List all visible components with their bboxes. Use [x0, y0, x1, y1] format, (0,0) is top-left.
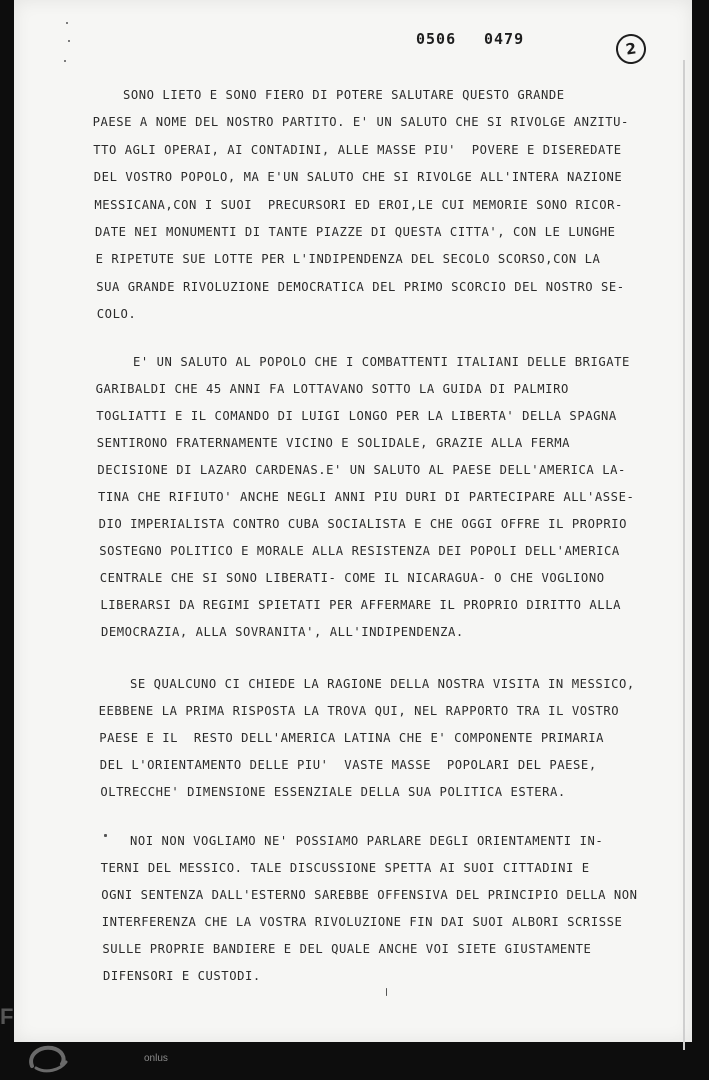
typed-line: TOGLIATTI E IL COMANDO DI LUIGI LONGO PER LA LIBERTA' DELLA SPAGNA [96, 409, 617, 423]
typed-line: GARIBALDI CHE 45 ANNI FA LOTTAVANO SOTTO LA GUIDA DI PALMIRO [95, 382, 569, 396]
paper-edge [683, 60, 685, 1050]
watermark-edge-letter: F [0, 1004, 14, 1029]
typed-line: DATE NEI MONUMENTI DI TANTE PIAZZE DI QUESTA CITTA', CON LE LUNGHE [95, 225, 616, 239]
typed-line: DIO IMPERIALISTA CONTRO CUBA SOCIALISTA E CHE OGGI OFFRE IL PROPRIO [98, 517, 628, 531]
typed-line: DIFENSORI E CUSTODI. [103, 969, 261, 983]
watermark-onlus-text: onlus [144, 1053, 168, 1064]
typed-line: TINA CHE RIFIUTO' ANCHE NEGLI ANNI PIU DURI DI PARTECIPARE ALL'ASSE- [98, 490, 635, 504]
handwritten-page-number: 2 [614, 32, 648, 66]
typed-line: LIBERARSI DA REGIMI SPIETATI PER AFFERMARE IL PROPRIO DIRITTO ALLA [100, 598, 621, 612]
typed-line: SE QUALCUNO CI CHIEDE LA RAGIONE DELLA NOSTRA VISITA IN MESSICO, [130, 677, 635, 691]
typed-line: MESSICANA,CON I SUOI PRECURSORI ED EROI,LE CUI MEMORIE SONO RICOR- [94, 197, 623, 212]
typed-line: E' UN SALUTO AL POPOLO CHE I COMBATTENTI ITALIANI DELLE BRIGATE [133, 355, 630, 369]
paper-speck [66, 22, 68, 24]
typed-line: TERNI DEL MESSICO. TALE DISCUSSIONE SPETTA AI SUOI CITTADINI E [100, 861, 590, 875]
paper-speck [68, 40, 70, 42]
typed-line: INTERFERENZA CHE LA VOSTRA RIVOLUZIONE FIN DAI SUOI ALBORI SCRISSE [101, 915, 623, 929]
typed-line: E RIPETUTE SUE LOTTE PER L'INDIPENDENZA DEL SECOLO SCORSO,CON LA [95, 252, 601, 267]
typed-line: EEBBENE LA PRIMA RISPOSTA LA TROVA QUI, NEL RAPPORTO TRA IL VOSTRO [98, 704, 620, 718]
typed-line: OLTRECCHE' DIMENSIONE ESSENZIALE DELLA SUA POLITICA ESTERA. [100, 785, 566, 799]
paper-speck [104, 834, 107, 837]
typed-line: NOI NON VOGLIAMO NE' POSSIAMO PARLARE DEGLI ORIENTAMENTI IN- [130, 834, 604, 848]
typed-line: COLO. [96, 307, 137, 322]
typed-line: DEL L'ORIENTAMENTO DELLE PIU' VASTE MASSE POPOLARI DEL PAESE, [99, 758, 597, 772]
typed-line: DEL VOSTRO POPOLO, MA E'UN SALUTO CHE SI RIVOLGE ALL'INTERA NAZIONE [93, 170, 623, 185]
document-number-right: 0479 [484, 30, 525, 48]
paper-speck [64, 60, 66, 62]
watermark-logo-icon [26, 1040, 70, 1074]
document-number-left: 0506 [416, 30, 457, 48]
typed-line: OGNI SENTENZA DALL'ESTERNO SAREBBE OFFENSIVA DEL PRINCIPIO DELLA NON [101, 888, 638, 902]
typed-line: SULLE PROPRIE BANDIERE E DEL QUALE ANCHE VOI SIETE GIUSTAMENTE [102, 942, 592, 956]
typed-line: DECISIONE DI LAZARO CARDENAS.E' UN SALUTO AL PAESE DELL'AMERICA LA- [97, 463, 626, 477]
typed-line: SONO LIETO E SONO FIERO DI POTERE SALUTARE QUESTO GRANDE [123, 88, 565, 102]
typed-line: SUA GRANDE RIVOLUZIONE DEMOCRATICA DEL PRIMO SCORCIO DEL NOSTRO SE- [96, 279, 625, 294]
paper-speck [386, 988, 387, 996]
typed-line: PAESE E IL RESTO DELL'AMERICA LATINA CHE E' COMPONENTE PRIMARIA [99, 731, 604, 745]
typed-line: CENTRALE CHE SI SONO LIBERATI- COME IL NICARAGUA- O CHE VOGLIONO [99, 571, 605, 585]
typed-line: DEMOCRAZIA, ALLA SOVRANITA', ALL'INDIPENDENZA. [101, 625, 464, 639]
typed-line: SENTIRONO FRATERNAMENTE VICINO E SOLIDALE, GRAZIE ALLA FERMA [96, 436, 571, 450]
typed-line: PAESE A NOME DEL NOSTRO PARTITO. E' UN SALUTO CHE SI RIVOLGE ANZITU- [92, 115, 629, 130]
typed-line: TTO AGLI OPERAI, AI CONTADINI, ALLE MASSE PIU' POVERE E DISEREDATE [93, 142, 622, 157]
typed-line: SOSTEGNO POLITICO E MORALE ALLA RESISTENZA DEI POPOLI DELL'AMERICA [99, 544, 620, 558]
